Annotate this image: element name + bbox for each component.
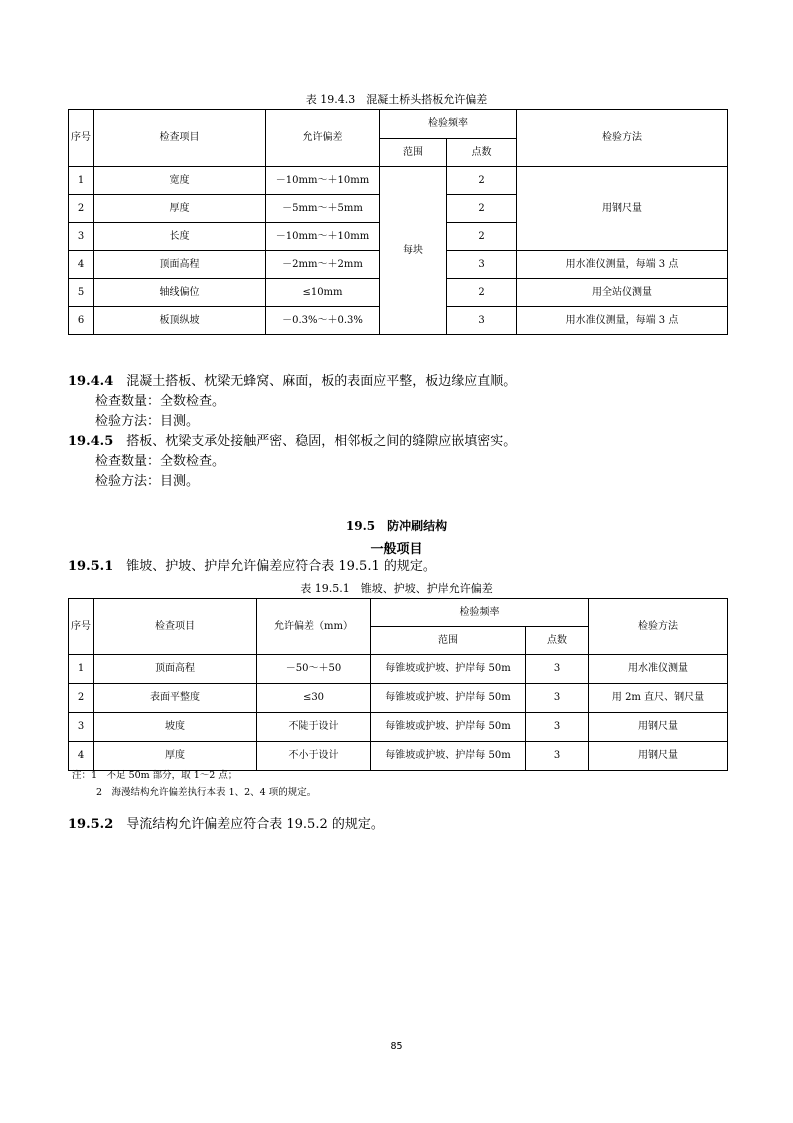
t1-header-method: 检验方法: [517, 110, 728, 167]
clause-number: 19.4.4: [68, 374, 114, 389]
clause-number: 19.5.2: [68, 817, 114, 832]
t1-cell: 1: [69, 167, 94, 195]
t1-header-points: 点数: [447, 139, 517, 167]
t2-cell: 厚度: [94, 742, 257, 771]
t2-cell: ≤30: [257, 684, 371, 713]
t2-header-tol: 允许偏差（mm）: [257, 599, 371, 655]
t2-header-range: 范围: [371, 627, 526, 655]
clause-19-5-1: [68, 557, 728, 577]
t2-cell: 3: [69, 713, 94, 742]
t2-header-item: 检查项目: [94, 599, 257, 655]
t2-cell: －50～＋50: [257, 655, 371, 684]
t1-header-freq: 检验频率: [380, 110, 517, 139]
t2-cell: 2: [69, 684, 94, 713]
t2-header-method: 检验方法: [589, 599, 728, 655]
t1-cell: 5: [69, 279, 94, 307]
t1-method-6: 用水准仪测量，每端 3 点: [517, 307, 728, 335]
inspection-method: 检验方法：目测。: [95, 474, 200, 489]
t2-cell: 用钢尺量: [589, 742, 728, 771]
t2-row-1: [69, 655, 728, 684]
t2-cell: 表面平整度: [94, 684, 257, 713]
inspection-quantity: 检查数量：全数检查。: [95, 394, 226, 409]
t2-header-no: 序号: [69, 599, 94, 655]
t1-cell: －0.3%～＋0.3%: [266, 307, 380, 335]
table2-caption: 表 19.5.1 锥坡、护坡、护岸允许偏差: [300, 582, 493, 595]
t2-cell: 3: [526, 655, 589, 684]
section-title: 19.5 防冲刷结构: [345, 519, 448, 533]
t2-cell: 每锥坡或护坡、护岸每 50m: [371, 655, 526, 684]
t2-cell: 每锥坡或护坡、护岸每 50m: [371, 742, 526, 771]
t1-cell: 板顶纵坡: [94, 307, 266, 335]
t2-cell: 3: [526, 742, 589, 771]
t2-cell: 用 2m 直尺、钢尺量: [589, 684, 728, 713]
t2-cell: 每锥坡或护坡、护岸每 50m: [371, 713, 526, 742]
t2-cell: 3: [526, 713, 589, 742]
t1-cell: ≤10mm: [266, 279, 380, 307]
t1-method-5: 用全站仪测量: [517, 279, 728, 307]
t1-cell: 轴线偏位: [94, 279, 266, 307]
t2-cell: 每锥坡或护坡、护岸每 50m: [371, 684, 526, 713]
t2-cell: 用水准仪测量: [589, 655, 728, 684]
t2-header-points: 点数: [526, 627, 589, 655]
clause-19-5-2: [68, 815, 728, 835]
clause-number: 19.4.5: [68, 434, 114, 449]
t2-cell: 3: [526, 684, 589, 713]
t1-header-no: 序号: [69, 110, 94, 167]
t1-cell: 2: [447, 279, 517, 307]
t1-range-merged: 每块: [380, 167, 447, 335]
inspection-quantity: 检查数量：全数检查。: [95, 454, 226, 469]
clause-text: 锥坡、护坡、护岸允许偏差应符合表 19.5.1 的规定。: [126, 559, 436, 574]
t1-cell: －2mm～＋2mm: [266, 251, 380, 279]
t2-cell: 1: [69, 655, 94, 684]
clauses-19-4: [68, 372, 728, 492]
t2-row-2: [69, 684, 728, 713]
t1-method-4: 用水准仪测量，每端 3 点: [517, 251, 728, 279]
section-subtitle: 一般项目: [370, 542, 423, 557]
t2-cell: 4: [69, 742, 94, 771]
t1-cell: 2: [447, 223, 517, 251]
clause-text: 搭板、枕梁支承处接触严密、稳固，相邻板之间的缝隙应嵌填密实。: [126, 434, 517, 449]
t1-cell: 3: [447, 307, 517, 335]
t1-cell: 顶面高程: [94, 251, 266, 279]
t2-cell: 不陡于设计: [257, 713, 371, 742]
t1-cell: －10mm～＋10mm: [266, 167, 380, 195]
inspection-method: 检验方法：目测。: [95, 414, 200, 429]
page-number: 85: [390, 1041, 403, 1052]
t1-cell: 3: [447, 251, 517, 279]
t2-cell: 顶面高程: [94, 655, 257, 684]
t2-row-3: [69, 713, 728, 742]
clause-19-4-4: [68, 372, 728, 392]
t1-cell: 长度: [94, 223, 266, 251]
t1-cell: 厚度: [94, 195, 266, 223]
table1: [68, 109, 728, 335]
t1-cell: 4: [69, 251, 94, 279]
t1-header-tol: 允许偏差: [266, 110, 380, 167]
t2-cell: 不小于设计: [257, 742, 371, 771]
t2-cell: 坡度: [94, 713, 257, 742]
t1-header-item: 检查项目: [94, 110, 266, 167]
t1-cell: －10mm～＋10mm: [266, 223, 380, 251]
t1-header-range: 范围: [380, 139, 447, 167]
t1-cell: 宽度: [94, 167, 266, 195]
t1-cell: 2: [447, 195, 517, 223]
t2-cell: 用钢尺量: [589, 713, 728, 742]
t1-cell: 2: [447, 167, 517, 195]
table2: [68, 598, 728, 771]
table2-note-2: 2 海漫结构允许偏差执行本表 1、2、4 项的规定。: [96, 787, 317, 798]
t1-method-123: 用钢尺量: [517, 167, 728, 251]
clause-text: 导流结构允许偏差应符合表 19.5.2 的规定。: [126, 817, 384, 832]
t1-cell: 2: [69, 195, 94, 223]
t1-cell: 3: [69, 223, 94, 251]
clause-text: 混凝土搭板、枕梁无蜂窝、麻面，板的表面应平整，板边缘应直顺。: [126, 374, 517, 389]
t1-cell: －5mm～＋5mm: [266, 195, 380, 223]
table2-note-1: 注：1 不足 50m 部分，取 1～2 点；: [72, 770, 238, 781]
clause-number: 19.5.1: [68, 559, 114, 574]
clause-19-4-5: [68, 432, 728, 452]
t2-header-freq: 检验频率: [371, 599, 589, 627]
t1-row-1: [69, 167, 728, 195]
t1-cell: 6: [69, 307, 94, 335]
table1-caption: 表 19.4.3 混凝土桥头搭板允许偏差: [305, 93, 488, 106]
t2-row-4: [69, 742, 728, 771]
